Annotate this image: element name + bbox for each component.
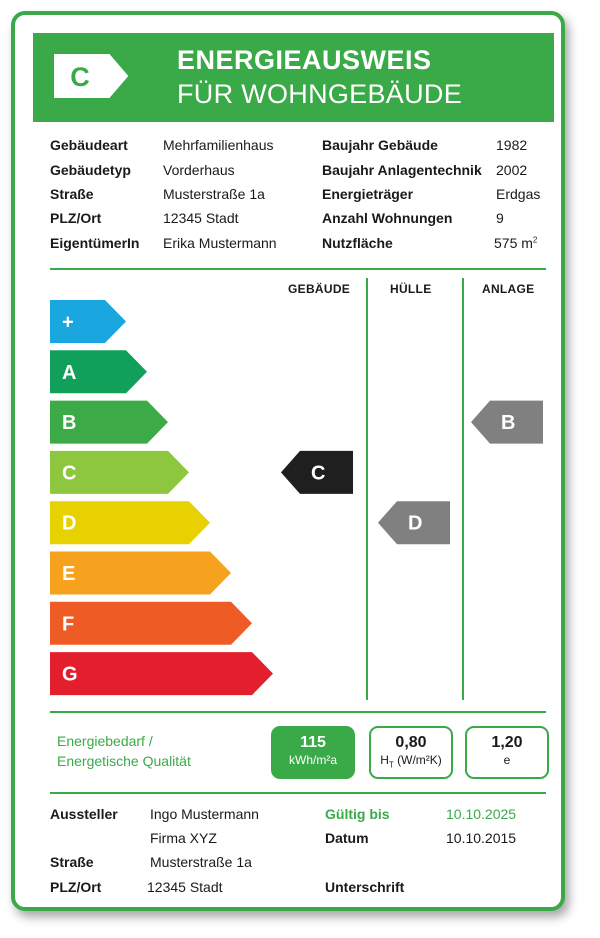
- value-aussteller-firma: Firma XYZ: [150, 830, 217, 846]
- scale-bar-e: [50, 552, 231, 595]
- label-issuer-strasse: Straße: [50, 854, 94, 870]
- value-nutzflaeche: 575 $m^2$: [494, 235, 538, 251]
- label-gebaeudeart: Gebäudeart: [50, 137, 128, 153]
- scale-label-e: E: [62, 563, 76, 585]
- scale-label-f: F: [62, 613, 75, 636]
- value-baujahr-gebaeude: 1982: [496, 137, 528, 153]
- scale-label-a: A: [62, 361, 77, 384]
- marker-anlage-label: B: [501, 412, 516, 435]
- value-plz-ort: 12345 Stadt: [163, 210, 239, 226]
- anlage-unit: e: [503, 753, 511, 767]
- label-eigentuemerin: EigentümerIn: [50, 235, 140, 251]
- anlage-value-box: [465, 726, 549, 779]
- label-aussteller: Aussteller: [50, 806, 118, 822]
- label-gebaeudetyp: Gebäudetyp: [50, 162, 131, 178]
- quality-label-line2: Energetische Qualität: [57, 753, 191, 769]
- huelle-value: 0,80: [395, 734, 427, 751]
- label-baujahr-anlagentechnik: Baujahr Anlagentechnik: [322, 162, 482, 178]
- gebaeude-value: 115: [300, 734, 326, 751]
- divider-quality: [50, 792, 546, 794]
- title-line1: ENERGIEAUSWEIS: [177, 45, 432, 75]
- scale-label-plus: +: [62, 311, 74, 334]
- value-gebaeudetyp: Vorderhaus: [163, 162, 235, 178]
- scale-bar-f: [50, 602, 252, 645]
- scale-label-b: B: [62, 412, 77, 435]
- gebaeude-unit: kWh/m²a: [289, 753, 337, 767]
- marker-huelle-label: D: [408, 512, 423, 535]
- header-class-letter: C: [70, 62, 90, 92]
- marker-gebaeude-label: C: [311, 462, 326, 485]
- label-unterschrift: Unterschrift: [325, 879, 405, 895]
- value-eigentuemerin: Erika Mustermann: [163, 235, 277, 251]
- label-gueltig-bis: Gültig bis: [325, 806, 390, 822]
- quality-label-line1: Energiebedarf /: [57, 733, 153, 749]
- value-gueltig-bis: 10.10.2025: [446, 806, 517, 822]
- label-issuer-plz: PLZ/Ort: [50, 879, 102, 895]
- value-energietraeger: Erdgas: [496, 186, 541, 202]
- huelle-unit: $H_T$ (W/m²K): [380, 753, 442, 770]
- label-baujahr-gebaeude: Baujahr Gebäude: [322, 137, 438, 153]
- label-strasse: Straße: [50, 186, 94, 202]
- scale-label-g: G: [62, 663, 78, 686]
- value-gebaeudeart: Mehrfamilienhaus: [163, 137, 274, 153]
- scale-label-c: C: [62, 462, 77, 485]
- value-baujahr-anlagentechnik: 2002: [496, 162, 528, 178]
- scale-label-d: D: [62, 512, 77, 535]
- gebaeude-value-box: [271, 726, 355, 779]
- column-header-huelle: HÜLLE: [390, 282, 432, 296]
- value-issuer-plz: 12345 Stadt: [147, 879, 223, 895]
- scale-bar-g: [50, 652, 273, 695]
- anlage-value: 1,20: [491, 734, 523, 751]
- value-strasse: Musterstraße 1a: [163, 186, 265, 202]
- huelle-value-box: [369, 726, 453, 779]
- column-header-gebaeude: GEBÄUDE: [288, 282, 351, 296]
- value-anzahl-wohnungen: 9: [496, 210, 504, 226]
- value-datum: 10.10.2015: [446, 830, 517, 846]
- title-line2: FÜR WOHNGEBÄUDE: [177, 79, 463, 109]
- value-issuer-strasse: Musterstraße 1a: [150, 854, 252, 870]
- label-datum: Datum: [325, 830, 369, 846]
- divider-scale: [50, 711, 546, 713]
- label-plz-ort: PLZ/Ort: [50, 210, 102, 226]
- label-energietraeger: Energieträger: [322, 186, 414, 202]
- label-anzahl-wohnungen: Anzahl Wohnungen: [322, 210, 453, 226]
- value-aussteller-name: Ingo Mustermann: [150, 806, 259, 822]
- column-header-anlage: ANLAGE: [482, 282, 535, 296]
- label-nutzflaeche: Nutzfläche: [322, 235, 393, 251]
